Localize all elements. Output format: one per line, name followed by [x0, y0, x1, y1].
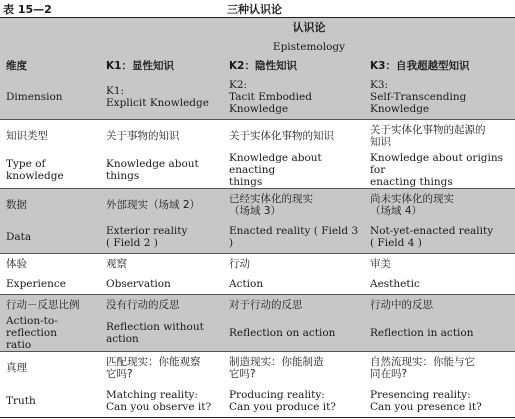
dimension-en: Dimension — [6, 91, 63, 104]
table-row — [0, 120, 515, 152]
dimension-cn: 维度 — [6, 59, 27, 72]
cell: Producing reality: Can you produce it? — [226, 385, 367, 418]
cell: 行动 — [226, 253, 367, 274]
cell: 对于行动的反思 — [226, 294, 367, 315]
table-row — [0, 385, 515, 418]
cell: 观察 — [103, 253, 226, 274]
k1-header-cn: K1：显性知识 — [106, 59, 174, 72]
table-row — [0, 221, 515, 253]
table-caption — [0, 0, 515, 17]
cell: Knowledge about origins for enacting things — [370, 151, 504, 188]
cell: Enacted reality ( Field 3 ) — [229, 224, 359, 249]
cell: Knowledge about enacting things — [229, 151, 322, 188]
table-row — [0, 294, 515, 315]
cell: 审美 — [367, 253, 515, 274]
row-dimension-en: Action-to-reflection ratio — [6, 315, 58, 351]
header-en-row — [0, 76, 515, 120]
row-dimension-en: Truth — [0, 385, 103, 418]
cell: Matching reality: Can you observe it? — [103, 385, 226, 418]
cell: Knowledge about things — [106, 157, 199, 182]
table-row — [0, 253, 515, 274]
row-dimension-en: Data — [6, 230, 32, 243]
epistemology-table — [0, 17, 515, 418]
cell: 外部现实（场域 2） — [103, 188, 226, 221]
cell: 匹配现实：你能观察 它吗? — [103, 352, 226, 385]
cell: Not-yet-enacted reality ( Field 4 ) — [370, 224, 494, 249]
row-dimension-cn: 真理 — [0, 352, 103, 385]
header-cn-row — [0, 56, 515, 76]
cell: 关于实体化事物的起源的 知识 — [367, 120, 515, 152]
table-row — [0, 315, 515, 352]
table-row — [0, 274, 515, 294]
cell: 已经实体化的现实 （场域 3） — [226, 188, 367, 221]
row-dimension-cn: 知识类型 — [0, 120, 103, 152]
table-number: 表 15—2 — [3, 3, 52, 16]
k2-header-en: K2: Tacit Embodied Knowledge — [229, 79, 312, 116]
k2-header-cn: K2：隐性知识 — [229, 59, 297, 72]
cell: 关于事物的知识 — [103, 120, 226, 152]
k1-header-en: K1: Explicit Knowledge — [106, 85, 209, 110]
row-dimension-en: Type of knowledge — [6, 157, 64, 182]
cell: Reflection in action — [370, 327, 474, 339]
cell: 行动中的反思 — [367, 294, 515, 315]
table-row — [0, 152, 515, 189]
cell: Action — [229, 277, 264, 290]
table-row — [0, 352, 515, 385]
row-dimension-cn: 体验 — [0, 253, 103, 274]
row-dimension-cn: 行动－反思比例 — [0, 294, 103, 315]
row-dimension-en: Experience — [6, 277, 66, 290]
cell: 自然流现实：你能与它 同在吗? — [367, 352, 515, 385]
cell: 尚未实体化的现实 （场域 4） — [367, 188, 515, 221]
cell: Aesthetic — [370, 277, 420, 290]
header-group-en-row — [0, 39, 515, 56]
row-dimension-cn: 数据 — [0, 188, 103, 221]
table-title: 三种认识论 — [227, 3, 282, 16]
cell: 没有行动的反思 — [103, 294, 226, 315]
cell: Presencing reality: Can you presence it? — [367, 385, 515, 418]
cell: Exterior reality ( Field 2 ) — [106, 224, 188, 249]
cell: Reflection without action — [106, 321, 204, 345]
cell: 制造现实：你能制造 它吗? — [226, 352, 367, 385]
cell: Reflection on action — [229, 327, 336, 339]
epistemology-en: Epistemology — [272, 41, 346, 53]
cell: Observation — [106, 277, 171, 290]
cell: 关于实体化事物的知识 — [226, 120, 367, 152]
epistemology-cn: 认识论 — [103, 18, 515, 39]
header-group-row — [0, 18, 515, 39]
k3-header-cn: K3：自我超越型知识 — [370, 59, 470, 72]
k3-header-en: K3: Self-Transcending Knowledge — [370, 79, 467, 116]
table-row — [0, 188, 515, 221]
